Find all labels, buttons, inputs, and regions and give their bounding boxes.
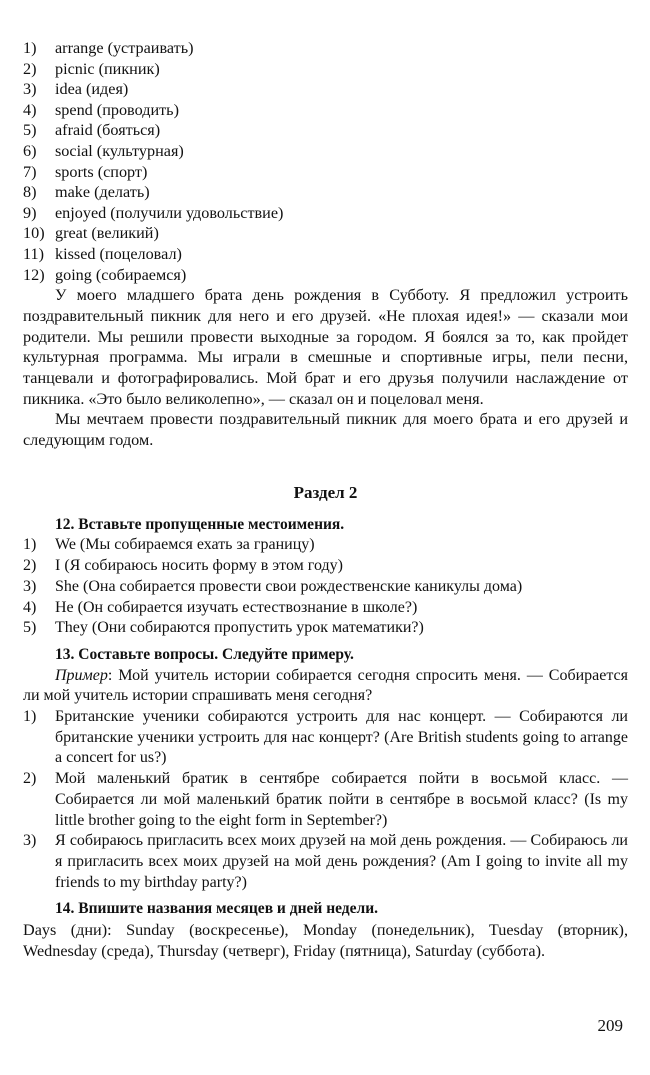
list-item — [23, 769, 628, 831]
item-text: great (великий) — [55, 224, 159, 243]
list-item — [23, 38, 628, 59]
item-number: 2) — [23, 770, 37, 788]
list-item — [23, 244, 628, 265]
list-item — [23, 223, 628, 244]
list-item — [23, 556, 628, 577]
document-page — [23, 38, 628, 962]
item-text: I (Я собираюсь носить форму в этом году) — [55, 557, 343, 575]
item-number: 6) — [23, 141, 37, 160]
item-number: 5) — [23, 619, 37, 637]
item-text: make (делать) — [55, 183, 150, 202]
item-text: picnic (пикник) — [55, 59, 160, 78]
list-item — [23, 707, 628, 769]
list-item — [23, 831, 628, 893]
item-number: 1) — [23, 39, 37, 57]
list-item — [23, 203, 628, 224]
item-text: spend (проводить) — [55, 100, 179, 119]
list-item — [23, 120, 628, 141]
item-text: Британские ученики собираются устроить для нас концерт. — Собираются ли британские ученики устроить для нас концерт? (Are British students going to arrange a concert for us?) — [55, 708, 628, 767]
item-number: 1) — [23, 708, 37, 726]
section-heading: Раздел 2 — [293, 482, 358, 502]
item-number: 2) — [23, 59, 37, 78]
list-item — [23, 598, 628, 619]
example-label: Пример — [55, 666, 108, 684]
item-text: kissed (поцеловал) — [55, 244, 182, 263]
item-number: 3) — [23, 577, 37, 595]
item-text: We (Мы собираемся ехать за границу) — [55, 536, 315, 554]
list-item — [23, 79, 628, 100]
list-item — [23, 182, 628, 203]
answer-list — [23, 535, 628, 639]
days-paragraph: Days (дни): Sunday (воскресенье), Monday (понедельник), Tuesday (вторник), Wednesday (среда), Thursday (четверг), Friday (пятница), Saturday (суббота). — [23, 921, 628, 960]
item-text: They (Они собираются пропустить урок математики?) — [55, 619, 424, 637]
answer-list — [23, 707, 628, 893]
item-number: 7) — [23, 162, 37, 181]
item-number: 5) — [23, 121, 37, 140]
list-item — [23, 59, 628, 80]
item-number: 10) — [23, 224, 45, 243]
item-text: Я собираюсь пригласить всех моих друзей на мой день рождения. — Собираюсь ли я пригласить всех моих друзей на мой день рождения? (Am I going to invite all my friends to my birthday party?) — [55, 832, 628, 891]
item-text: arrange (устраивать) — [55, 39, 194, 57]
list-item — [23, 100, 628, 121]
item-text: idea (идея) — [55, 80, 129, 99]
item-text: Мой маленький братик в сентябре собирается пойти в восьмой класс. — Собирается ли мой маленький братик пойти в сентябре в восьмой класс? (Is my little brother going to the eight form in September?) — [55, 770, 628, 829]
list-item — [23, 577, 628, 598]
item-text: sports (спорт) — [55, 162, 148, 181]
page-number: 209 — [597, 1016, 623, 1035]
item-number: 4) — [23, 100, 37, 119]
item-text: going (собираемся) — [55, 265, 187, 284]
item-number: 11) — [23, 244, 44, 263]
item-number: 4) — [23, 598, 37, 616]
item-number: 12) — [23, 265, 45, 284]
list-item — [23, 141, 628, 162]
item-text: He (Он собирается изучать естествознание в школе?) — [55, 598, 418, 616]
item-number: 3) — [23, 832, 37, 850]
task-12 — [23, 515, 628, 639]
story-paragraph: У моего младшего брата день рождения в Субботу. Я предложил устроить поздравительный пикник для него и его друзей. «Не плохая идея!» — сказали мои родители. Мы решили провести выходные за городом. Я боялся за то, как пройдет культурная программа. Мы играли в смешные и спортивные игры, пели песни, танцевали и фотографировались. Мой брат и его друзья получили наслаждение от пикника. «Это было великолепно», — сказал он и поцеловал меня. — [23, 286, 628, 408]
list-item — [23, 265, 628, 286]
item-text: social (культурная) — [55, 141, 184, 160]
task-title: 14. Впишите названия месяцев и дней недели. — [55, 900, 379, 918]
vocabulary-list — [23, 38, 628, 285]
story-paragraph: Мы мечтаем провести поздравительный пикник для моего брата и его друзей и следующим годом. — [23, 410, 628, 450]
list-item — [23, 618, 628, 639]
task-title: 13. Составьте вопросы. Следуйте примеру. — [55, 645, 354, 663]
item-number: 3) — [23, 80, 37, 99]
item-text: afraid (бояться) — [55, 121, 161, 140]
list-item — [23, 535, 628, 556]
task-13 — [23, 645, 628, 893]
example-text: : Мой учитель истории собирается сегодня спросить меня. — Собирается ли мой учитель истории спрашивать меня сегодня? — [23, 666, 628, 705]
item-text: enjoyed (получили удовольствие) — [55, 203, 284, 222]
item-number: 9) — [23, 203, 37, 222]
list-item — [23, 162, 628, 183]
item-number: 8) — [23, 183, 37, 202]
example-paragraph — [23, 666, 628, 707]
item-number: 1) — [23, 536, 37, 554]
item-text: She (Она собирается провести свои рождественские каникулы дома) — [55, 577, 523, 595]
task-14 — [23, 899, 628, 961]
item-number: 2) — [23, 557, 37, 575]
task-title: 12. Вставьте пропущенные местоимения. — [55, 515, 345, 533]
